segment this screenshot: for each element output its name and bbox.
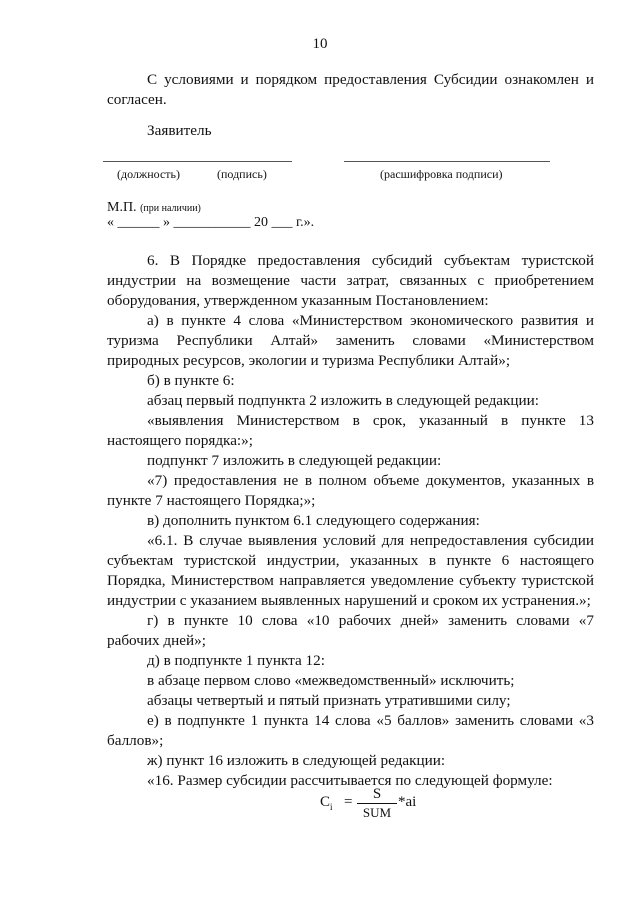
mp-note: (при наличии) [140, 203, 201, 214]
formula-denominator: SUM [362, 805, 392, 820]
formula-multiplier: *ai [398, 794, 417, 810]
paragraph-6: 6. В Порядке предоставления субсидий субъектам туристской индустрии на возмещение части затрат, связанных с приобретением оборудования, утвержденном указанным Постановлением: [107, 252, 594, 309]
signature-label: (подпись) [217, 167, 267, 181]
paragraph-6e: е) в подпункте 1 пункта 14 слова «5 баллов» заменить словами «3 баллов»; [107, 712, 594, 749]
decoding-label: (расшифровка подписи) [380, 167, 503, 181]
paragraph-6d: д) в подпункте 1 пункта 12: [147, 652, 325, 669]
seal-mark [107, 200, 201, 216]
paragraph-16: «16. Размер субсидии рассчитывается по следующей формуле: [147, 772, 553, 789]
date-line: « ______ » ___________ 20 ___ г.». [107, 215, 315, 230]
paragraph-6b-1: абзац первый подпункта 2 изложить в следующей редакции: [147, 392, 540, 409]
paragraph-6b-2: «выявления Министерством в срок, указанный в пункте 13 настоящего порядка:»; [107, 412, 594, 449]
paragraph-6b: б) в пункте 6: [147, 372, 235, 389]
paragraph-6a: а) в пункте 4 слова «Министерством экономического развития и туризма Республики Алтай» заменить словами «Министерством природных ресурсов, экологии и туризма Республики Алтай»; [107, 312, 594, 369]
formula-lhs: $C_i$ [320, 794, 333, 812]
position-label: (должность) [117, 167, 180, 181]
consent-text: С условиями и порядком предоставления Субсидии ознакомлен и согласен. [107, 71, 594, 108]
page-number: 10 [312, 36, 328, 52]
formula-fraction [357, 786, 397, 821]
signature-line-decoding [344, 161, 550, 162]
formula-numerator: S [372, 786, 382, 802]
signature-line-position [103, 161, 292, 162]
paragraph-6v-1: «6.1. В случае выявления условий для непредоставления субсидии субъектам туристской индустрии, указанных в пункте 6 настоящего Порядка, Министерством направляется уведомление субъекту туристской индустрии с указанием выявленных нарушений и сроком их устранения.»; [107, 532, 594, 609]
formula-equals: = [344, 794, 353, 810]
paragraph-6g: г) в пункте 10 слова «10 рабочих дней» заменить словами «7 рабочих дней»; [107, 612, 594, 649]
paragraph-6b-3: подпункт 7 изложить в следующей редакции: [147, 452, 442, 469]
paragraph-6b-4: «7) предоставления не в полном объеме документов, указанных в пункте 7 настоящего Порядка;»; [107, 472, 594, 509]
mp-label: М.П. [107, 200, 137, 215]
paragraph-6d-1: в абзаце первом слово «межведомственный» исключить; [147, 672, 515, 689]
paragraph-6zh: ж) пункт 16 изложить в следующей редакции: [147, 752, 446, 769]
paragraph-6d-2: абзацы четвертый и пятый признать утратившими силу; [147, 692, 511, 709]
paragraph-6v: в) дополнить пунктом 6.1 следующего содержания: [147, 512, 480, 529]
applicant-label: Заявитель [147, 122, 212, 139]
